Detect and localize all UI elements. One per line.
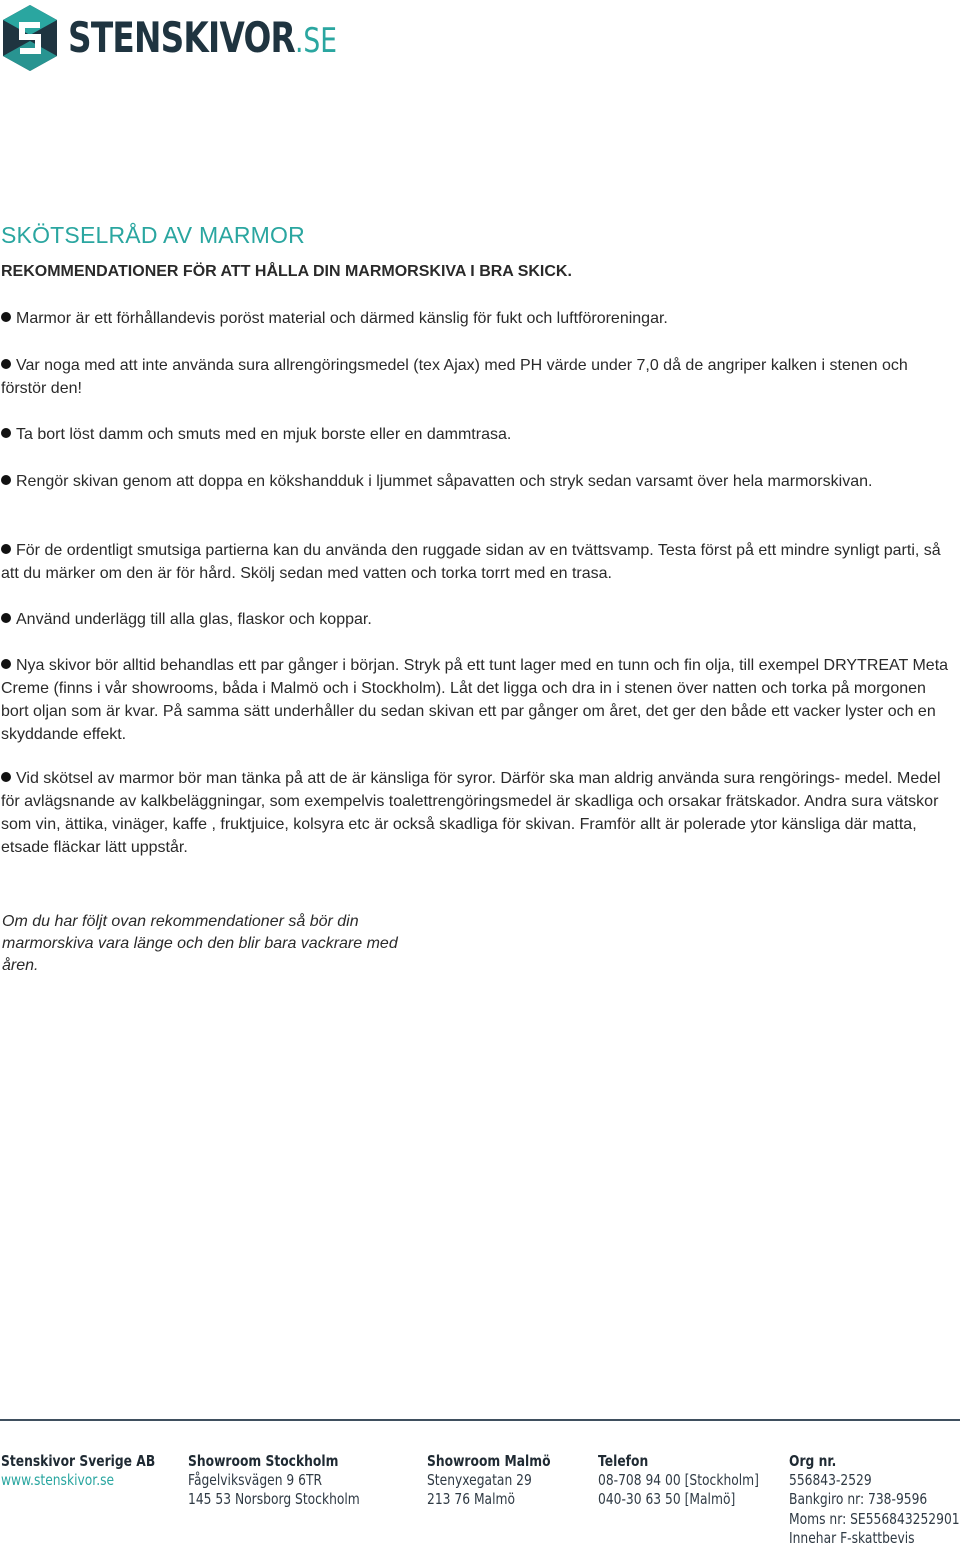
phone-malmo[interactable]: 040-30 63 50 [Malmö]	[598, 1490, 736, 1509]
malmo-street: Stenyxegatan 29	[427, 1471, 532, 1490]
care-tip-text: Nya skivor bör alltid behandlas ett par gånger i början. Stryk på ett tunt lager med en tunn och fin olja, till exempel DRYTREAT Meta Creme (finns i vår showrooms, båda i Malmö och i Stockholm). Låt det ligga och dra in i stenen över natten och torka på morgonen bort oljan som är kvar. På samma sätt underhåller du sedan skivan ett par gånger om året, det ger den både ett vacker lyster och en skyddande effekt.	[1, 657, 949, 743]
bullet-icon	[1, 359, 11, 369]
stockholm-street: Fågelviksvägen 9 6TR	[188, 1471, 323, 1490]
website-link[interactable]: www.stenskivor.se	[1, 1471, 115, 1490]
bullet-icon	[1, 312, 11, 322]
care-tip-text: Marmor är ett förhållandevis poröst material och därmed känslig för fukt och luftföroreningar.	[16, 310, 668, 327]
brand-tld: .SE	[294, 21, 337, 61]
phone-stockholm[interactable]: 08-708 94 00 [Stockholm]	[598, 1471, 759, 1490]
tax-status: Innehar F-skattbevis	[789, 1528, 915, 1547]
care-tip	[1, 654, 951, 746]
footer-company	[1, 1452, 155, 1490]
care-tip-text: Ta bort löst damm och smuts med en mjuk borste eller en dammtrasa.	[16, 426, 512, 443]
malmo-city: 213 76 Malmö	[427, 1490, 516, 1509]
care-tip-text: Vid skötsel av marmor bör man tänka på att de är känsliga för syror. Därför ska man aldrig använda sura rengörings- medel. Medel för avlägsnande av kalkbeläggningar, som exempelvis toalettrengöringsmedel är skadliga och orsakar frätskador. Andra sura vätskor som vin, ättika, vinäger, kaffe , fruktjuice, kolsyra etc är också skadliga för skivan. Framför allt är polerade ytor känsliga där matta, etsade fläckar lätt uppstår.	[1, 770, 941, 856]
bankgiro: Bankgiro nr: 738-9596	[789, 1490, 928, 1509]
footer-phone	[598, 1452, 759, 1510]
bullet-icon	[1, 613, 11, 623]
site-logo[interactable]	[0, 4, 60, 72]
care-tip	[1, 539, 951, 585]
brand-name: STENSKIVOR	[68, 13, 295, 62]
closing-note: Om du har följt ovan rekommendationer så bör din marmorskiva vara länge och den blir bara vackrare med åren.	[2, 913, 398, 974]
bullet-icon	[1, 428, 11, 438]
care-tip	[1, 354, 951, 400]
care-tip	[1, 608, 951, 631]
brand-wordmark	[68, 14, 337, 65]
stockholm-city: 145 53 Norsborg Stockholm	[188, 1490, 360, 1509]
bullet-icon	[1, 544, 11, 554]
vat-number: Moms nr: SE556843252901	[789, 1509, 960, 1528]
care-tip	[1, 767, 951, 859]
phone-heading: Telefon	[598, 1452, 649, 1470]
page-subtitle: REKOMMENDATIONER FÖR ATT HÅLLA DIN MARMORSKIVA I BRA SKICK.	[1, 263, 572, 280]
stockholm-heading: Showroom Stockholm	[188, 1452, 339, 1470]
footer-divider	[0, 1419, 960, 1421]
org-number: 556843-2529	[789, 1471, 872, 1490]
care-tip-text: Var noga med att inte använda sura allrengöringsmedel (tex Ajax) med PH värde under 7,0 då de angriper kalken i stenen och förstör den!	[1, 357, 908, 397]
footer-stockholm	[188, 1452, 360, 1510]
bullet-icon	[1, 475, 11, 485]
care-tip-text: Rengör skivan genom att doppa en kökshandduk i ljummet såpavatten och stryk sedan varsamt över hela marmorskivan.	[16, 473, 873, 490]
logo-hexagon-icon	[0, 3, 60, 73]
org-heading: Org nr.	[789, 1452, 837, 1470]
malmo-heading: Showroom Malmö	[427, 1452, 551, 1470]
footer-malmo	[427, 1452, 551, 1510]
care-tip	[1, 423, 951, 446]
bullet-icon	[1, 772, 11, 782]
care-tip-text: Använd underlägg till alla glas, flaskor och koppar.	[16, 611, 372, 628]
company-name: Stenskivor Sverige AB	[1, 1452, 156, 1470]
care-tip	[1, 307, 951, 330]
footer-org	[789, 1452, 960, 1548]
bullet-icon	[1, 659, 11, 669]
care-tip	[1, 470, 951, 493]
page-title: SKÖTSELRÅD AV MARMOR	[1, 222, 305, 248]
care-tip-text: För de ordentligt smutsiga partierna kan du använda den ruggade sidan av en tvättsvamp. Testa först på ett mindre synligt parti, så att du märker om den är för hård. Skölj sedan med vatten och torka torrt med en trasa.	[1, 542, 941, 582]
